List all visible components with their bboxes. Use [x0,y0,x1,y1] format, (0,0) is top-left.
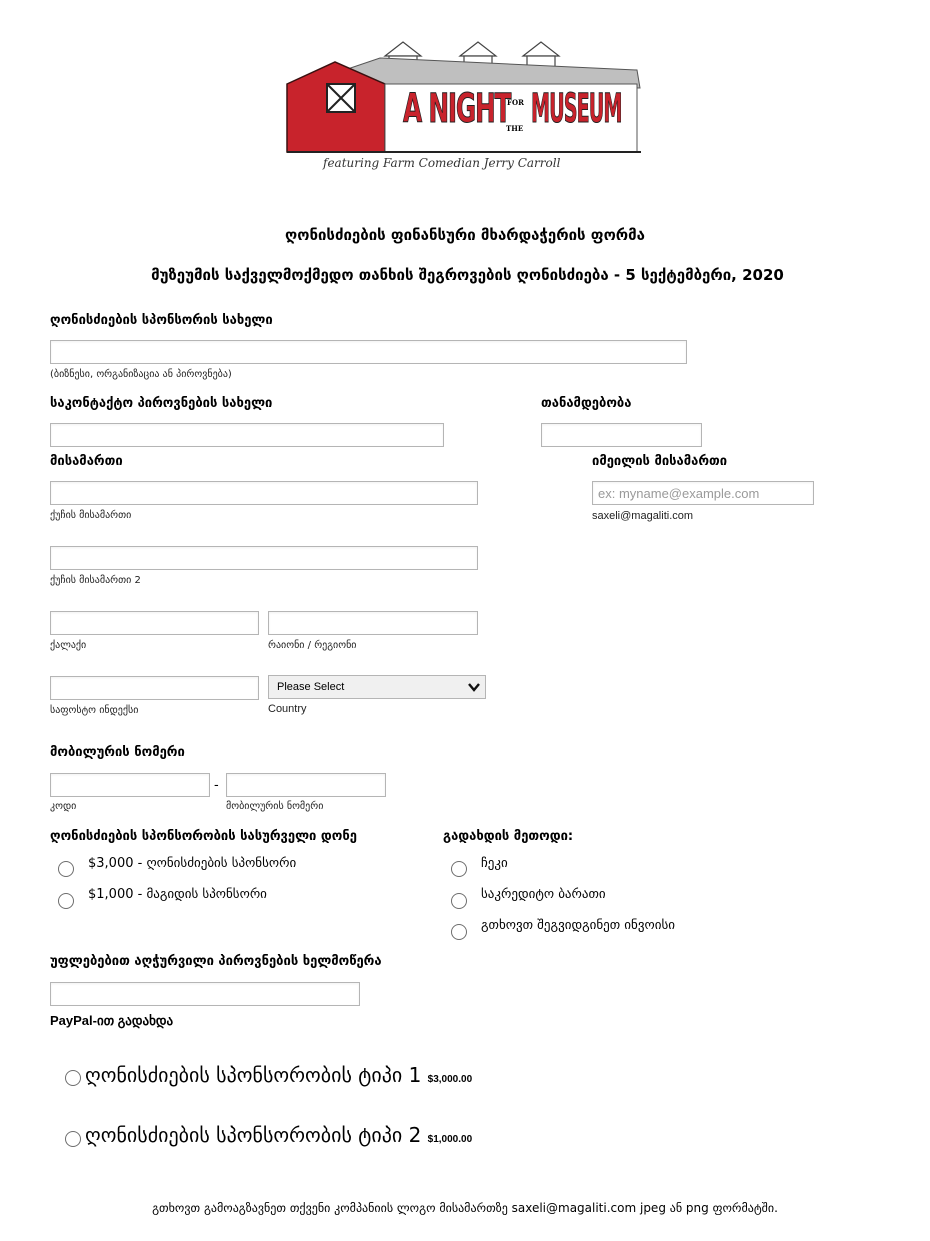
payment-method-label: გადახდის მეთოდი: [443,829,574,844]
email-placeholder: ex: myname@example.com [598,486,760,501]
signature-label: უფლებებით აღჭურვილი პიროვნების ხელმოწერა [50,954,382,969]
sponsor-name-hint: (ბიზნესი, ორგანიზაცია ან პიროვნება) [50,369,232,380]
payment-check-radio[interactable] [451,861,467,877]
phone-label: მობილურის ნომერი [50,745,185,760]
country-hint: Country [268,703,307,715]
chevron-down-icon [467,680,481,694]
logo-for: FOR [507,98,524,107]
sponsor-name-input[interactable] [50,340,687,364]
payment-invoice-radio[interactable] [451,924,467,940]
phone-number-input[interactable] [226,773,386,797]
postal-code-hint: საფოსტო ინდექსი [50,705,139,716]
paypal-type1-price: $3,000.00 [427,1074,473,1085]
region-hint: რაიონი / რეგიონი [268,640,357,651]
position-input[interactable] [541,423,702,447]
logo-the: THE [506,124,524,133]
event-logo [285,40,645,180]
street-address-2-input[interactable] [50,546,478,570]
paypal-type2-radio[interactable] [65,1131,81,1147]
street-address-2-hint: ქუჩის მისამართი 2 [50,575,141,586]
signature-input[interactable] [50,982,360,1006]
paypal-type2-label [85,1123,472,1147]
email-hint: saxeli@magaliti.com [592,510,694,522]
paypal-label: PayPal-ით გადახდა [50,1013,174,1028]
email-label: იმეილის მისამართი [592,454,728,469]
city-hint: ქალაქი [50,640,87,651]
logo-title-night: A NIGHT [403,86,511,132]
address-label: მისამართი [50,454,123,469]
sponsor-name-label: ღონისძიების სპონსორის სახელი [50,313,273,328]
sponsorship-1000-label: $1,000 - მაგიდის სპონსორი [88,887,267,902]
logo-tagline: featuring Farm Comedian Jerry Carroll [323,156,561,170]
postal-code-input[interactable] [50,676,259,700]
form-subtitle: მუზეუმის საქველმოქმედო თანხის შეგროვების ღონისძიება - 5 სექტემბერი, 2020 [151,266,784,284]
country-select-value: Please Select [277,681,345,693]
form-title: ღონისძიების ფინანსური მხარდაჭერის ფორმა [285,226,645,244]
sponsorship-3000-label: $3,000 - ღონისძიების სპონსორი [88,856,297,871]
payment-check-label: ჩეკი [481,856,508,871]
street-address-hint: ქუჩის მისამართი [50,510,132,521]
paypal-type1-label [85,1063,472,1087]
contact-name-label: საკონტაქტო პიროვნების სახელი [50,396,273,411]
paypal-type2-price: $1,000.00 [427,1134,473,1145]
email-input[interactable] [592,481,814,505]
payment-invoice-label: გთხოვთ შეგვიდგინეთ ინვოისი [481,918,675,933]
phone-separator: - [214,778,219,793]
footer-note: გთხოვთ გამოაგზავნეთ თქვენი კომპანიის ლოგო მისამართზე saxeli@magaliti.com jpeg ან png ფორმატში. [152,1201,778,1215]
paypal-type1-name: ღონისძიების სპონსორობის ტიპი 1 [85,1063,422,1087]
paypal-type1-radio[interactable] [65,1070,81,1086]
position-label: თანამდებობა [541,396,632,411]
street-address-input[interactable] [50,481,478,505]
paypal-type2-name: ღონისძიების სპონსორობის ტიპი 2 [85,1123,422,1147]
sponsorship-3000-radio[interactable] [58,861,74,877]
phone-code-hint: კოდი [50,801,77,812]
sponsorship-level-label: ღონისძიების სპონსორობის სასურველი დონე [50,829,357,844]
contact-name-input[interactable] [50,423,444,447]
sponsorship-1000-radio[interactable] [58,893,74,909]
region-input[interactable] [268,611,478,635]
phone-code-input[interactable] [50,773,210,797]
city-input[interactable] [50,611,259,635]
logo-title-museum: MUSEUM [531,86,622,132]
payment-card-radio[interactable] [451,893,467,909]
country-select[interactable] [268,675,486,699]
payment-card-label: საკრედიტო ბარათი [481,887,606,902]
phone-number-hint: მობილურის ნომერი [226,801,324,812]
